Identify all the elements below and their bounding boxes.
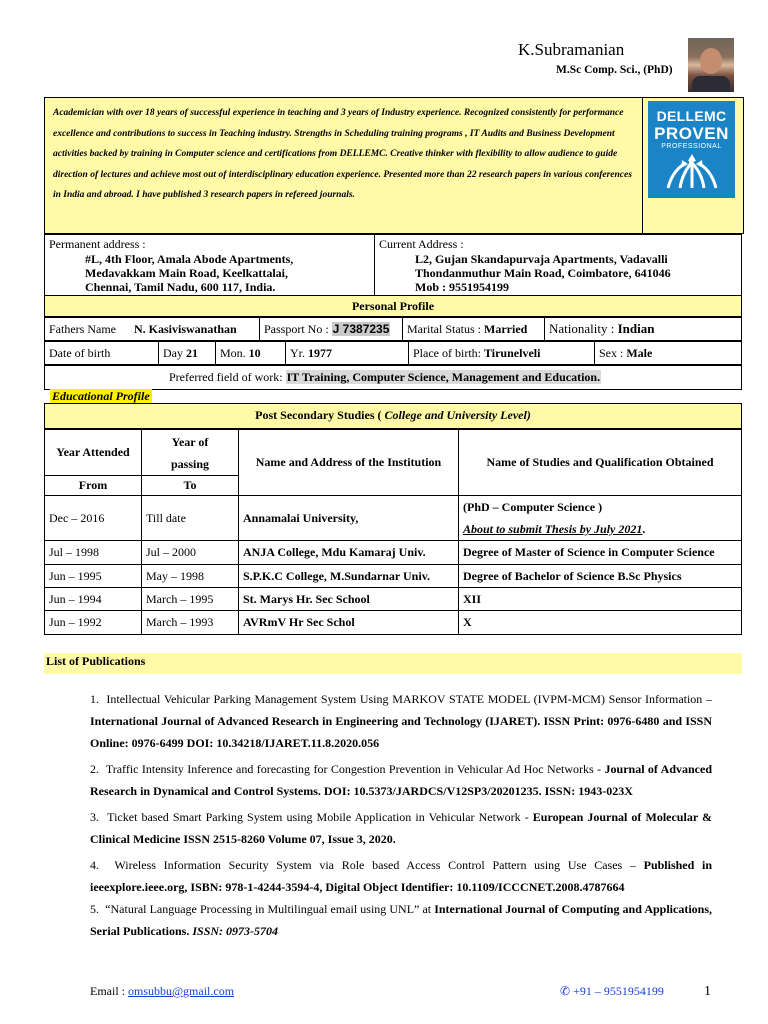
current-address-line: L2, Gujan Skandapurvaja Apartments, Vadavalli: [415, 252, 668, 266]
cell-to: March – 1995: [142, 588, 239, 611]
table-row: [45, 565, 742, 588]
pub-text: Traffic Intensity Inference and forecasting for Congestion Prevention in Vehicular Ad Hoc Networks -: [105, 762, 602, 776]
table-row: [45, 541, 742, 565]
phone-number: +91 – 9551954199: [573, 984, 664, 998]
pub-text: “Natural Language Processing in Multilingual email using UNL” at: [105, 902, 432, 916]
to-header: To: [142, 476, 239, 496]
cell-qualification: XII: [459, 588, 742, 611]
passing-header: passing: [170, 456, 210, 471]
passport-label: Passport No :: [264, 321, 329, 336]
marital-value: Married: [484, 321, 528, 336]
pub-journal: International Journal of Computing and Applications, Serial Publications.: [90, 902, 713, 938]
footer-email: [90, 984, 234, 999]
current-address-line: Thondanmuthur Main Road, Coimbatore, 641046: [415, 266, 671, 280]
list-item: [90, 688, 712, 754]
cell-institution: Annamalai University,: [239, 496, 459, 541]
email-link[interactable]: omsubbu@gmail.com: [128, 984, 235, 998]
nationality-label: Nationality :: [549, 321, 615, 336]
phone-icon: ✆: [560, 984, 571, 998]
cell-to: May – 1998: [142, 565, 239, 588]
cell-from: Jun – 1995: [45, 565, 142, 588]
summary-box: [44, 97, 744, 234]
cell-from: Jun – 1994: [45, 588, 142, 611]
post-secondary-bar: [44, 403, 742, 429]
current-address-cell: [375, 235, 742, 296]
header-degree: M.Sc Comp. Sci., (PhD): [556, 64, 673, 76]
sex-label: Sex :: [599, 345, 624, 360]
table-row: [45, 588, 742, 611]
logo-line3: PROFESSIONAL: [661, 143, 722, 150]
cell-institution: S.P.K.C College, M.Sundarnar Univ.: [239, 565, 459, 588]
list-item: [90, 854, 712, 898]
personal-row2: [44, 341, 742, 365]
list-item: [90, 898, 712, 942]
nationality-value: Indian: [617, 321, 655, 336]
personal-profile-table: [44, 295, 742, 317]
mon-value: 10: [248, 345, 261, 360]
header-name: K.Subramanian: [518, 40, 625, 59]
email-label: Email :: [90, 984, 125, 998]
address-table: [44, 234, 742, 296]
permanent-address-line: #L, 4th Floor, Amala Abode Apartments,: [85, 252, 294, 266]
pub-journal: European Journal of Molecular & Clinical Medicine ISSN 2515-8260 Volume 07, Issue 3, 2020.: [90, 810, 713, 846]
pub-text: Wireless Information Security System via Role based Access Control Pattern using Use Cases –: [114, 858, 636, 872]
post-secondary-prefix: Post Secondary Studies (: [255, 408, 382, 422]
cell-qualification: Degree of Bachelor of Science B.Sc Physics: [459, 565, 742, 588]
pub-text: Intellectual Vehicular Parking Management System Using MARKOV STATE MODEL (IVPM-MCM) Sensor Information –: [106, 692, 712, 706]
permanent-address-label: Permanent address :: [49, 237, 146, 251]
fathers-name-value: N. Kasiviswanathan: [133, 321, 237, 336]
cell-qualification: X: [459, 611, 742, 635]
permanent-address-line: Chennai, Tamil Nadu, 600 117, India.: [85, 280, 276, 294]
logo-line2: PROVEN: [654, 124, 729, 143]
publications-title: List of Publications: [44, 653, 742, 674]
pub-num: 3.: [90, 810, 99, 824]
day-label: Day: [163, 345, 183, 360]
pub-journal: Journal of Advanced Research in Dynamical and Control Systems. DOI: 10.5373/JARDCS/V12SP3/20201235. ISSN: 1943-023X: [90, 762, 713, 798]
from-header: From: [45, 476, 142, 496]
field-value: IT Training, Computer Science, Management and Education.: [286, 370, 601, 384]
educational-profile-label: Educational Profile: [52, 389, 150, 403]
cell-from: Jun – 1992: [45, 611, 142, 635]
pob-value: Tirunelveli: [483, 345, 541, 360]
table-row: [45, 611, 742, 635]
field-label: Preferred field of work:: [169, 370, 283, 384]
personal-row3: [44, 365, 742, 390]
dellemc-proven-logo: [648, 101, 735, 198]
current-address-line: Mob : 9551954199: [415, 280, 509, 294]
fathers-name-label: Fathers Name: [49, 321, 116, 336]
cell-to: Jul – 2000: [142, 541, 239, 565]
year-of-header: Year of: [171, 434, 209, 449]
table-row: [45, 496, 742, 541]
permanent-address-cell: [45, 235, 375, 296]
qualification-header: Name of Studies and Qualification Obtained: [459, 430, 742, 496]
footer-phone: [560, 984, 664, 999]
pub-num: 5.: [90, 902, 99, 916]
cell-to: Till date: [142, 496, 239, 541]
institution-header: Name and Address of the Institution: [239, 430, 459, 496]
current-address-label: Current Address :: [379, 237, 464, 251]
cell-from: Jul – 1998: [45, 541, 142, 565]
arrows-icon: [662, 152, 722, 190]
cell-institution: St. Marys Hr. Sec School: [239, 588, 459, 611]
mon-label: Mon.: [220, 345, 246, 360]
page-number: 1: [704, 984, 711, 999]
list-item: [90, 758, 712, 802]
list-item: [90, 806, 712, 850]
pub-num: 1.: [90, 692, 99, 706]
yr-value: 1977: [308, 345, 332, 360]
pub-text: Ticket based Smart Parking System using Mobile Application in Vehicular Network -: [107, 810, 529, 824]
personal-row1: [44, 317, 742, 341]
cell-institution: AVRmV Hr Sec Schol: [239, 611, 459, 635]
sex-value: Male: [626, 345, 653, 360]
cell-qualification: Degree of Master of Science in Computer Science: [459, 541, 742, 565]
cell-from: Dec – 2016: [45, 496, 142, 541]
pub-journal: International Journal of Advanced Research in Engineering and Technology (IJARET). ISSN Print: 0976-6480 and ISSN Online: 0976-6499 DOI: 10.34218/IJARET.11.8.2020.056: [90, 714, 712, 750]
marital-label: Marital Status :: [407, 321, 481, 336]
cell-to: March – 1993: [142, 611, 239, 635]
permanent-address-line: Medavakkam Main Road, Keelkattalai,: [85, 266, 288, 280]
post-secondary-italic: College and University Level): [384, 408, 531, 422]
pob-label: Place of birth:: [413, 345, 481, 360]
publications-list: [90, 688, 712, 946]
pub-num: 2.: [90, 762, 99, 776]
pub-journal: Published in ieeexplore.ieee.org, ISBN: 978-1-4244-3594-4, Digital Object Identifier: 10.1109/ICCCNET.2008.4787664: [90, 858, 713, 894]
day-value: 21: [186, 345, 198, 360]
thesis-note: About to submit Thesis by July 2021: [463, 522, 643, 536]
yr-label: Yr.: [290, 345, 305, 360]
education-table: [44, 429, 742, 635]
cell-institution: ANJA College, Mdu Kamaraj Univ.: [239, 541, 459, 565]
pub-num: 4.: [90, 858, 99, 872]
personal-profile-title: Personal Profile: [45, 296, 742, 317]
thesis-note-end: .: [642, 522, 646, 536]
logo-line1: DELLEMC: [656, 108, 727, 124]
year-attended-header: Year Attended: [45, 430, 142, 476]
summary-text: Academician with over 18 years of successful experience in teaching and 3 years of Industry experience. Recognized consistently for performance excellence and contributions to success in Teaching industry. Strengths in Scheduling training programs , IT Audits and Business Development activities backed by training in Computer science and certifications from DELLEMC. Creative thinker with flexibility to allow audience to guide direction of lectures and achieve most out of interdisciplinary education experience. Presented more than 22 research papers in various conferences in India and abroad. I have published 3 research papers in refereed journals.: [53, 108, 632, 201]
dob-label: Date of birth: [45, 342, 159, 365]
cell-qualification: (PhD – Computer Science ): [463, 500, 603, 514]
passport-value: J 7387235: [332, 321, 390, 336]
pub-issn: ISSN: 0973-5704: [189, 924, 279, 938]
profile-photo: [688, 38, 734, 92]
